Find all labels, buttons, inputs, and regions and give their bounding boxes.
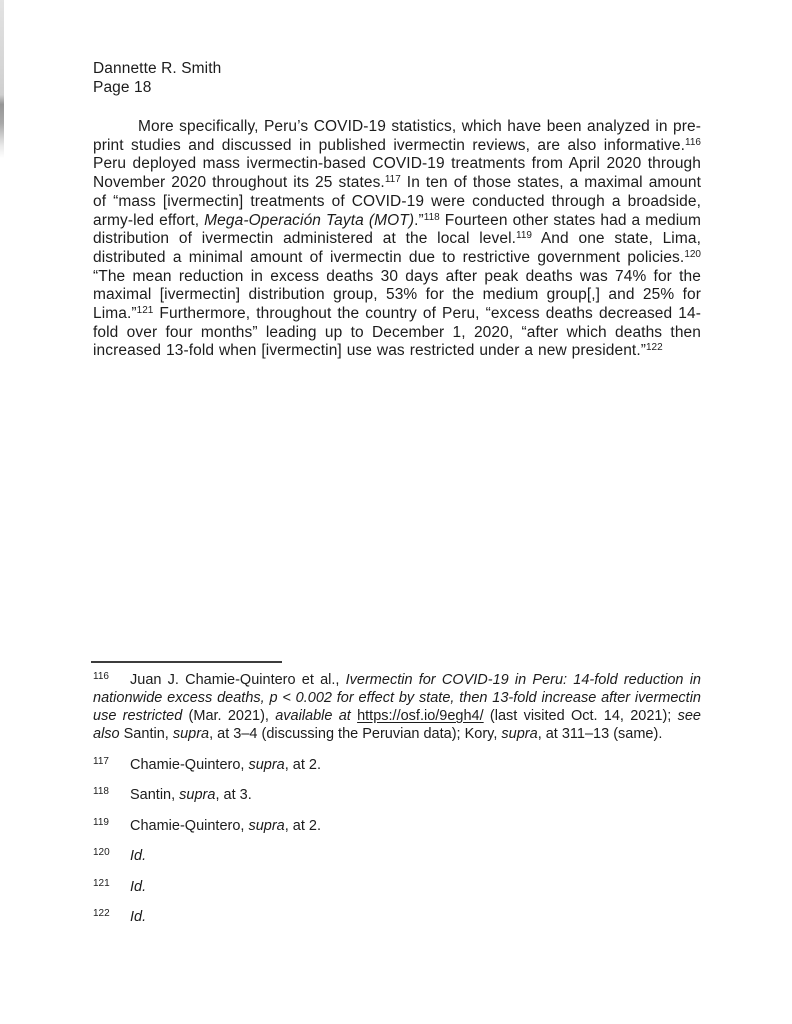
text-segment: Mega-Operación Tayta (MOT) xyxy=(204,211,415,229)
footnote-119: $^{119}$ Chamie-Quintero, supra, at 2. xyxy=(93,816,322,834)
text-segment: supra xyxy=(172,726,210,742)
text-segment: Id. xyxy=(130,848,147,864)
text-segment: In ten of those states, a maximal amount of “mass [ivermectin] treatments of COVID-19 were conducted through a broadside, army-led effort, xyxy=(93,174,701,229)
text-segment: supra xyxy=(248,817,285,834)
footnote-text xyxy=(130,909,146,925)
text-segment: Santin, xyxy=(119,726,173,742)
footnote-text xyxy=(130,879,146,895)
text-segment: supra xyxy=(248,756,285,773)
recipient-name: Dannette R. Smith xyxy=(93,60,222,77)
text-segment: , at 2. xyxy=(284,756,322,773)
footnote-ref: 118 xyxy=(423,211,440,223)
footnote-ref: 120 xyxy=(684,248,701,260)
text-segment: Id. xyxy=(130,909,147,925)
footnote-122: $^{122}$ Id. xyxy=(93,908,147,925)
page-header xyxy=(93,60,221,97)
text-segment: And one state, Lima, distributed a minimal amount of ivermectin due to restrictive government policies. xyxy=(93,230,701,266)
footnote-ref: 117 xyxy=(384,174,401,186)
text-segment: Peru deployed mass ivermectin-based COVID-19 treatments from April 2020 through November 2020 throughout its 25 states. xyxy=(93,155,701,192)
text-segment: Fourteen other states had a medium distribution of ivermectin administered at the local level. xyxy=(93,211,702,248)
footnote-ref: 119 xyxy=(516,230,532,242)
text-segment: , at 311–13 (same). xyxy=(537,726,663,742)
footnote-121: $^{121}$ Id. xyxy=(93,877,147,895)
text-segment: Juan J. Chamie-Quintero et al., xyxy=(130,672,346,688)
footnote-text xyxy=(93,672,701,742)
footnote-120: $^{120}$ Id. xyxy=(93,847,147,864)
text-segment: see also xyxy=(93,708,701,742)
text-segment: Chamie-Quintero, xyxy=(130,817,249,834)
footnote-text xyxy=(130,848,146,864)
page-number: Page 18 xyxy=(93,78,152,96)
footnote-text xyxy=(130,818,321,834)
text-segment: supra xyxy=(501,726,538,742)
footnote-116: $^{116}$ Juan J. Chamie-Quintero et al., Ivermectin for COVID-19 in Peru: 14-fold reduction in nationwide excess deaths, p < 0.002 for effect by state, then 13-fold increase after ivermectin use restricted (Mar. 2021), available at https://osf.io/9egh4/ (last visited Oct. 14, 2021); see also Santin, supra, at 3–4 (discussing the Peruvian data); Kory, supra, at 311–13 (same). xyxy=(93,671,701,742)
url-text: https://osf.io/9egh4/ xyxy=(357,708,484,724)
text-segment: (Mar. 2021), xyxy=(182,708,276,724)
text-segment: Furthermore, throughout the country of Peru, “excess deaths decreased 14-fold over four months” leading up to December 1, 2020, “after which deaths then increased 13-fold when [ivermectin] use was restricted under a new president.” xyxy=(93,305,701,360)
text-segment: Santin, xyxy=(130,787,180,803)
footnote-separator xyxy=(91,661,282,663)
text-segment: More specifically, Peru’s COVID-19 statistics, which have been analyzed in pre-print studies and discussed in published ivermectin reviews, are also informative. xyxy=(93,118,701,154)
text-segment: Chamie-Quintero, xyxy=(130,756,249,773)
body-paragraph xyxy=(93,118,701,361)
text-segment: .” xyxy=(414,211,424,229)
footnote-ref: 122 xyxy=(645,342,663,354)
footnote-text xyxy=(130,787,252,803)
text-segment: available at xyxy=(275,708,351,724)
text-segment: Ivermectin for COVID-19 in Peru: 14-fold reduction in nationwide excess deaths, p < 0.002 for effect by state, then 13-fold increase after ivermectin use restricted xyxy=(93,672,701,724)
text-segment: supra xyxy=(179,787,216,803)
text-segment: Id. xyxy=(130,878,147,895)
footnote-ref: 116 xyxy=(685,136,701,148)
scan-artifact-line xyxy=(0,0,4,158)
footnote-118: $^{118}$ Santin, supra, at 3. xyxy=(93,786,252,803)
footnote-text xyxy=(130,757,321,773)
text-segment: “The mean reduction in excess deaths 30 days after peak deaths was 74% for the maximal [ivermectin] distribution group, 53% for the medium group[,] and 25% for Lima.” xyxy=(93,267,701,323)
text-segment: , at 3. xyxy=(215,787,252,803)
text-segment: , at 2. xyxy=(284,817,322,834)
footnote-ref: 121 xyxy=(136,305,154,317)
text-segment: , at 3–4 (discussing the Peruvian data); Kory, xyxy=(209,726,502,742)
footnote-117: $^{117}$ Chamie-Quintero, supra, at 2. xyxy=(93,755,322,773)
footnote-section xyxy=(93,671,701,939)
text-segment: (last visited Oct. 14, 2021); xyxy=(483,708,678,724)
